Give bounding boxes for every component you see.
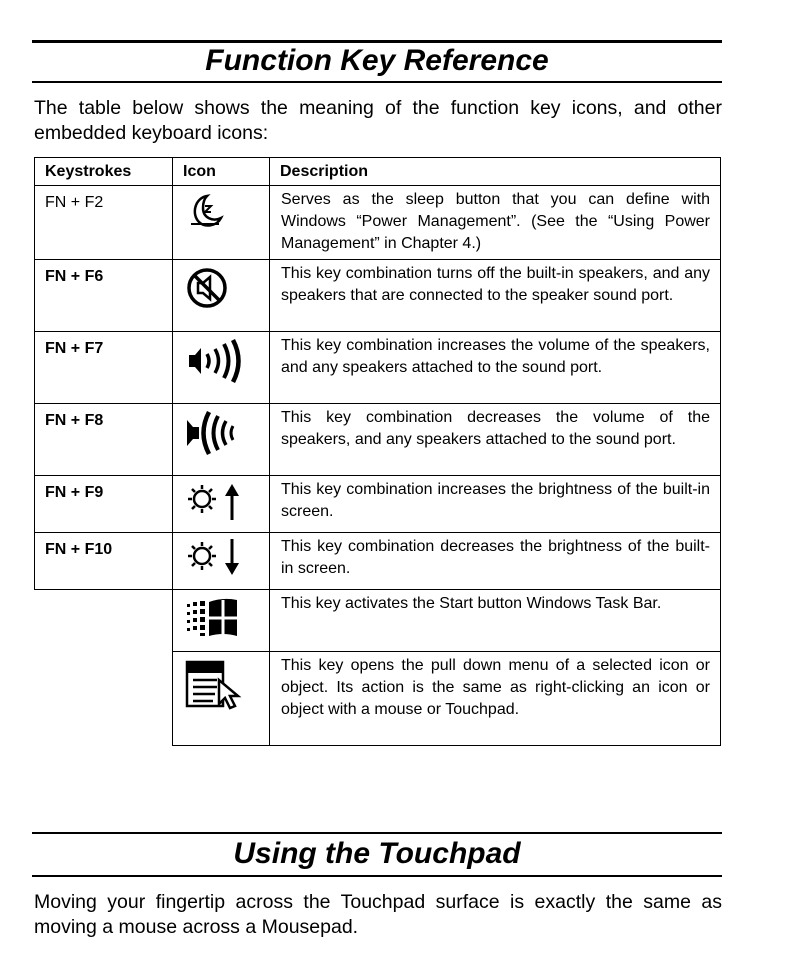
table-row [35,652,721,746]
keystroke-cell: FN + F10 [35,533,173,590]
keystroke-cell: FN + F2 [35,186,173,260]
table-row [35,404,721,476]
table-row [35,476,721,533]
volume-down-icon [185,410,247,456]
header-icon: Icon [173,158,270,186]
section-title-underline [32,875,722,877]
table-header-row [35,158,721,186]
table-row [35,533,721,590]
description-cell: Serves as the sleep button that you can define with Windows “Power Management”. (See the “Using Power Management” in Chapter 4.) [270,186,721,260]
section-title-function-keys: Function Key Reference [205,44,549,77]
description-cell: This key combination increases the brightness of the built-in screen. [270,476,721,533]
intro-paragraph: The table below shows the meaning of the function key icons, and other embedded keyboard icons: [34,97,722,144]
description-cell: This key opens the pull down menu of a selected icon or object. Its action is the same as right-clicking an icon or object with a mouse or Touchpad. [270,652,721,746]
description-cell: This key activates the Start button Windows Task Bar. [270,590,721,652]
description-cell: This key combination decreases the brightness of the built-in screen. [270,533,721,590]
touchpad-paragraph: Moving your fingertip across the Touchpad surface is exactly the same as moving a mouse across a Mousepad. [34,891,722,938]
table-row [35,590,721,652]
header-description: Description [270,158,721,186]
keystroke-cell: FN + F9 [35,476,173,533]
table-row [35,260,721,332]
description-cell: This key combination increases the volume of the speakers, and any speakers attached to the sound port. [270,332,721,404]
section-title-underline [32,81,722,83]
section-title-touchpad: Using the Touchpad [233,837,521,870]
volume-up-icon [185,338,247,384]
brightness-up-icon [185,482,247,522]
speaker-mute-icon [185,266,231,312]
description-cell: This key combination turns off the built-in speakers, and any speakers that are connected to the speaker sound port. [270,260,721,332]
context-menu-icon [185,658,249,710]
description-cell: This key combination decreases the volume of the speakers, and any speakers attached to the sound port. [270,404,721,476]
header-keystrokes: Keystrokes [35,158,173,186]
keystroke-cell: FN + F8 [35,404,173,476]
section-rule [32,832,722,834]
keystroke-cell: FN + F6 [35,260,173,332]
table-row [35,186,721,260]
windows-logo-icon [185,596,245,640]
function-key-table [34,157,721,746]
brightness-down-icon [185,539,247,579]
sleep-moon-icon [185,192,227,232]
table-row [35,332,721,404]
top-rule [32,40,722,43]
keystroke-cell: FN + F7 [35,332,173,404]
